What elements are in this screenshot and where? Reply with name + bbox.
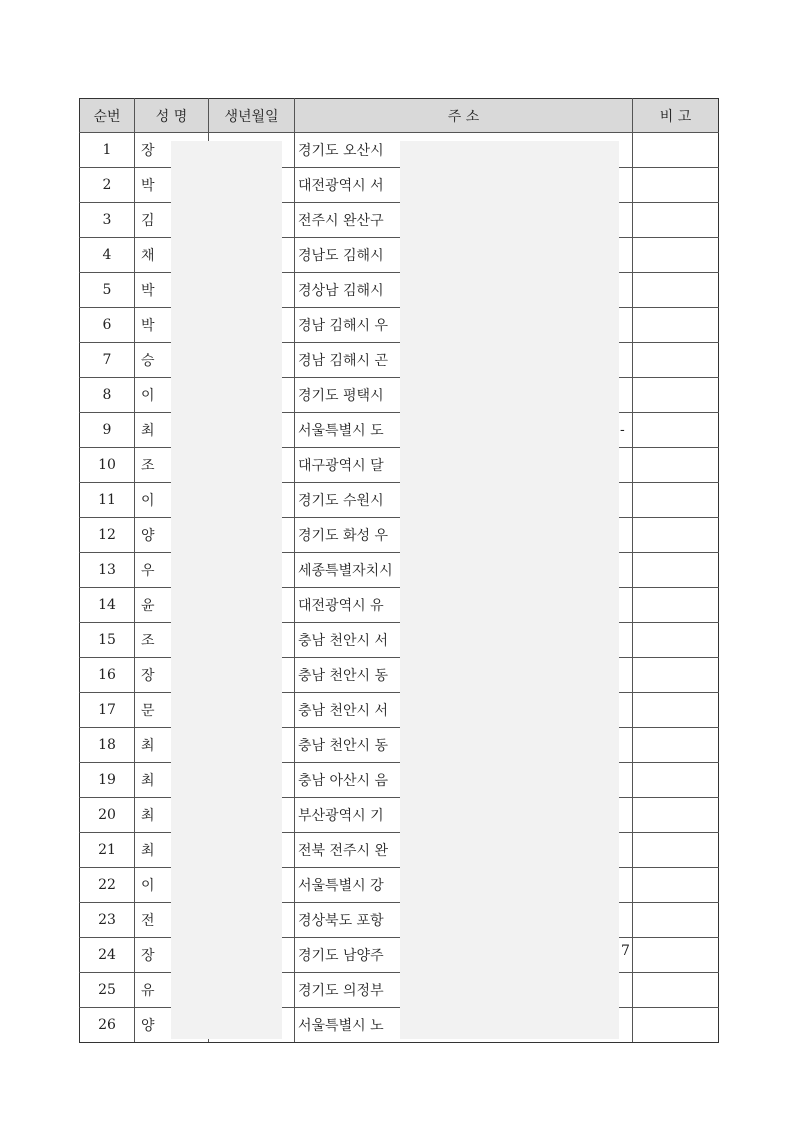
row-address: 충남 천안시 서 — [295, 693, 633, 728]
row-name: 유 — [135, 973, 209, 1008]
row-number: 5 — [80, 273, 135, 308]
header-no: 순번 — [80, 99, 135, 133]
row-name: 김 — [135, 203, 209, 238]
row-address: 경기도 오산시 — [295, 133, 633, 168]
row-note — [633, 448, 719, 483]
row-note — [633, 658, 719, 693]
row-name: 조 — [135, 448, 209, 483]
row-note — [633, 518, 719, 553]
row-number: 25 — [80, 973, 135, 1008]
row-address: 대전광역시 유 — [295, 588, 633, 623]
row-number: 23 — [80, 903, 135, 938]
row-number: 4 — [80, 238, 135, 273]
row-number: 11 — [80, 483, 135, 518]
row-name: 이 — [135, 483, 209, 518]
row-number: 17 — [80, 693, 135, 728]
row-name: 우 — [135, 553, 209, 588]
row-name: 승 — [135, 343, 209, 378]
row-address: 경기도 화성 우 — [295, 518, 633, 553]
row-address: 전북 전주시 완 — [295, 833, 633, 868]
row-note — [633, 938, 719, 973]
row-name: 전 — [135, 903, 209, 938]
row-address: 전주시 완산구 — [295, 203, 633, 238]
stray-mark: - — [620, 422, 625, 438]
row-address: 부산광역시 기 — [295, 798, 633, 833]
row-address: 충남 아산시 음 — [295, 763, 633, 798]
row-number: 6 — [80, 308, 135, 343]
row-name: 문 — [135, 693, 209, 728]
row-number: 13 — [80, 553, 135, 588]
row-address: 경기도 평택시 — [295, 378, 633, 413]
row-note — [633, 1008, 719, 1043]
row-number: 10 — [80, 448, 135, 483]
row-name: 채 — [135, 238, 209, 273]
row-address: 경상남 김해시 — [295, 273, 633, 308]
header-birth: 생년월일 — [209, 99, 295, 133]
row-note — [633, 168, 719, 203]
row-number: 26 — [80, 1008, 135, 1043]
row-number: 12 — [80, 518, 135, 553]
row-name: 윤 — [135, 588, 209, 623]
row-address: 세종특별자치시 — [295, 553, 633, 588]
row-name: 장 — [135, 658, 209, 693]
row-address: 서울특별시 도 — [295, 413, 633, 448]
row-address: 서울특별시 강 — [295, 868, 633, 903]
row-address: 충남 천안시 동 — [295, 728, 633, 763]
row-number: 24 — [80, 938, 135, 973]
row-note — [633, 413, 719, 448]
row-name: 조 — [135, 623, 209, 658]
row-number: 3 — [80, 203, 135, 238]
row-number: 1 — [80, 133, 135, 168]
row-number: 2 — [80, 168, 135, 203]
row-address: 대전광역시 서 — [295, 168, 633, 203]
row-name: 박 — [135, 168, 209, 203]
row-name: 최 — [135, 728, 209, 763]
row-name: 양 — [135, 518, 209, 553]
row-note — [633, 553, 719, 588]
row-address: 충남 천안시 동 — [295, 658, 633, 693]
row-note — [633, 273, 719, 308]
row-number: 20 — [80, 798, 135, 833]
row-address: 충남 천안시 서 — [295, 623, 633, 658]
row-name: 이 — [135, 378, 209, 413]
row-number: 16 — [80, 658, 135, 693]
row-note — [633, 308, 719, 343]
row-address: 경남 김해시 우 — [295, 308, 633, 343]
row-number: 7 — [80, 343, 135, 378]
row-note — [633, 203, 719, 238]
row-number: 14 — [80, 588, 135, 623]
row-address: 경상북도 포항 — [295, 903, 633, 938]
row-number: 18 — [80, 728, 135, 763]
header-note: 비 고 — [633, 99, 719, 133]
row-name: 장 — [135, 938, 209, 973]
row-name: 최 — [135, 763, 209, 798]
row-note — [633, 378, 719, 413]
row-name: 이 — [135, 868, 209, 903]
row-note — [633, 623, 719, 658]
row-number: 21 — [80, 833, 135, 868]
row-name: 양 — [135, 1008, 209, 1043]
header-row — [80, 99, 719, 133]
row-address: 경기도 수원시 — [295, 483, 633, 518]
row-name: 장 — [135, 133, 209, 168]
row-note — [633, 588, 719, 623]
row-note — [633, 763, 719, 798]
redaction-block-address — [400, 141, 619, 1039]
row-number: 15 — [80, 623, 135, 658]
row-address: 경기도 의정부 — [295, 973, 633, 1008]
row-note — [633, 728, 719, 763]
row-address: 서울특별시 노 — [295, 1008, 633, 1043]
row-note — [633, 973, 719, 1008]
row-note — [633, 238, 719, 273]
row-name: 최 — [135, 413, 209, 448]
header-name: 성 명 — [135, 99, 209, 133]
row-number: 22 — [80, 868, 135, 903]
row-name: 박 — [135, 308, 209, 343]
row-address: 경남도 김해시 — [295, 238, 633, 273]
row-number: 9 — [80, 413, 135, 448]
row-note — [633, 133, 719, 168]
header-address: 주 소 — [295, 99, 633, 133]
row-note — [633, 903, 719, 938]
redaction-block-name-birth — [171, 141, 282, 1039]
stray-mark: 7 — [621, 943, 630, 959]
row-note — [633, 798, 719, 833]
row-note — [633, 833, 719, 868]
row-name: 최 — [135, 833, 209, 868]
row-address: 대구광역시 달 — [295, 448, 633, 483]
row-note — [633, 693, 719, 728]
row-address: 경기도 남양주 — [295, 938, 633, 973]
row-name: 최 — [135, 798, 209, 833]
row-number: 19 — [80, 763, 135, 798]
row-note — [633, 483, 719, 518]
row-note — [633, 868, 719, 903]
row-number: 8 — [80, 378, 135, 413]
row-note — [633, 343, 719, 378]
row-address: 경남 김해시 곤 — [295, 343, 633, 378]
row-name: 박 — [135, 273, 209, 308]
